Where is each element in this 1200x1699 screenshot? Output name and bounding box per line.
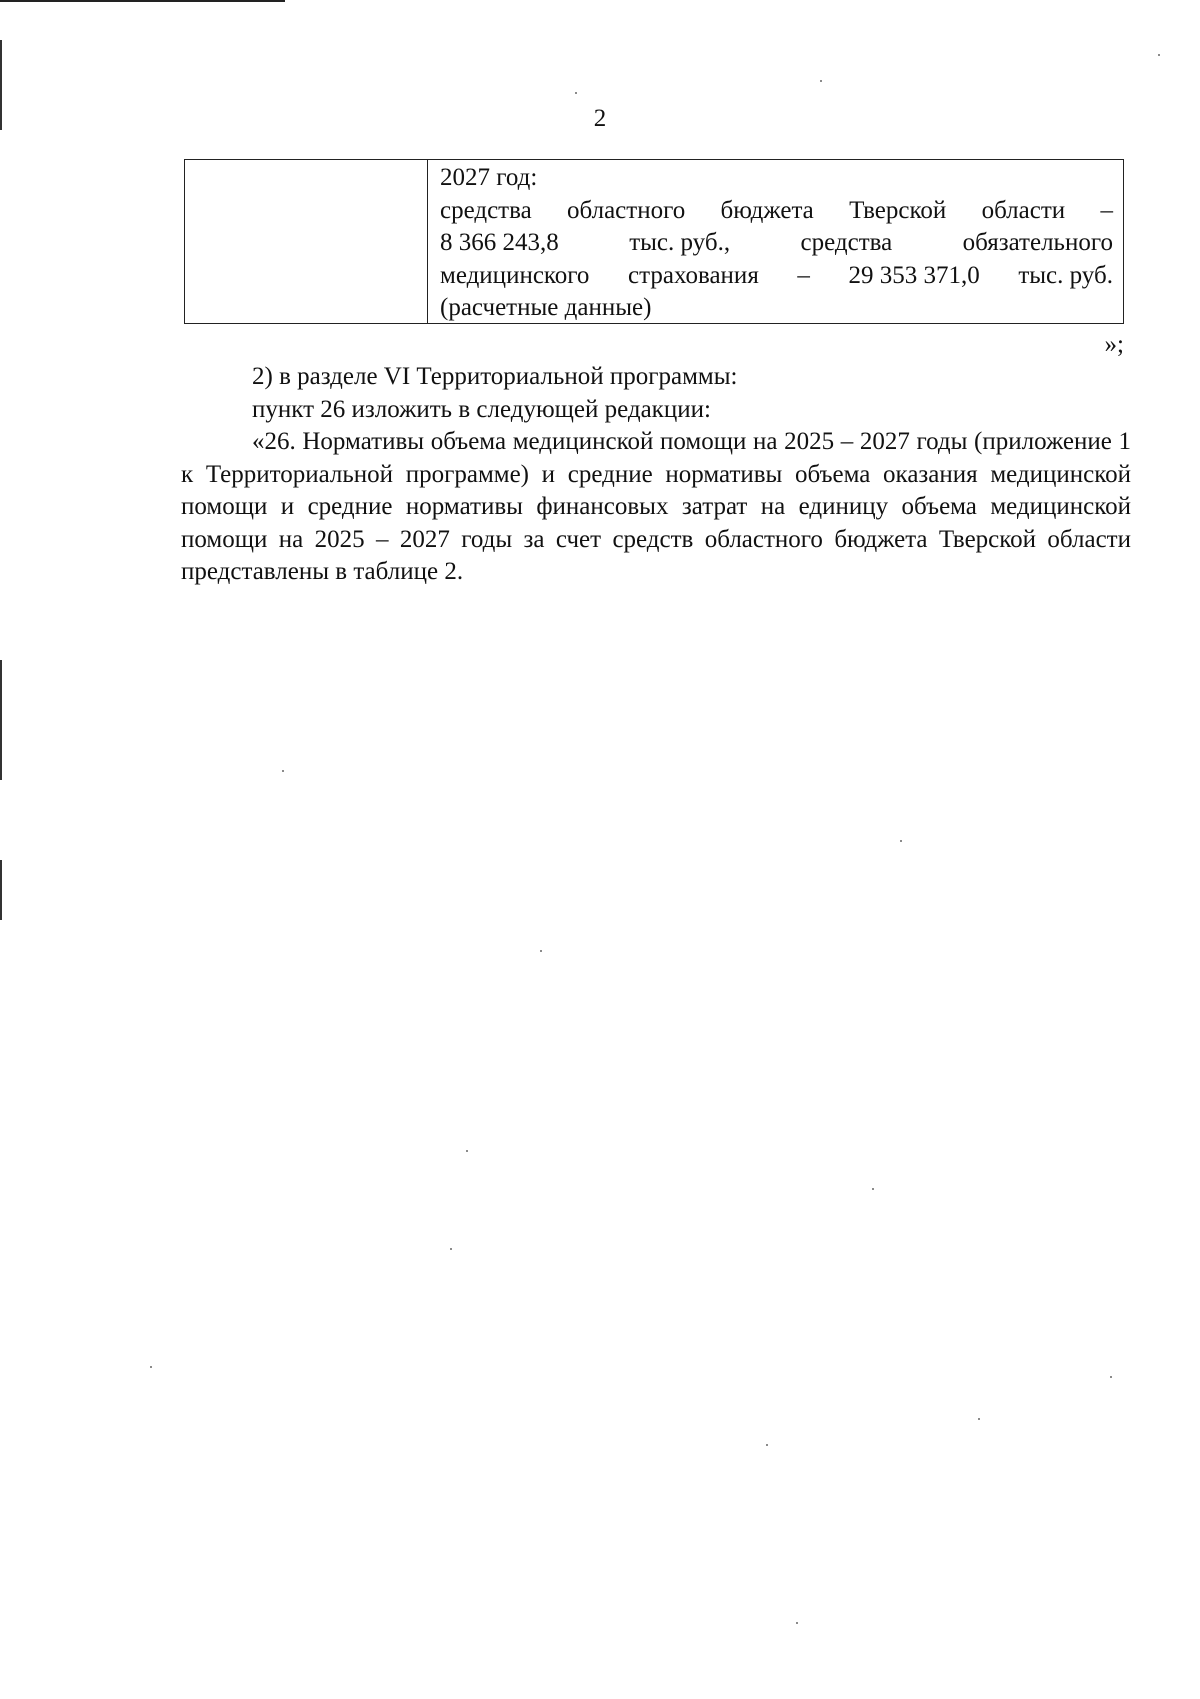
scan-speck: [820, 80, 822, 82]
table-year-label: 2027 год:: [440, 164, 538, 191]
item-subheading: пункт 26 изложить в следующей редакции:: [252, 395, 711, 423]
scan-speck: [150, 1366, 152, 1368]
item-heading: 2) в разделе VI Территориальной программы:: [252, 363, 738, 390]
table-word: медицинского: [440, 261, 590, 289]
scan-speck: [450, 1248, 452, 1250]
scan-speck: [766, 1444, 768, 1446]
table-line: [440, 260, 1113, 293]
table-word: 29 353 371,0: [848, 261, 980, 289]
closing-quote: »;: [1104, 331, 1124, 358]
table-cell-right: [428, 160, 1123, 323]
scan-speck: [978, 1418, 980, 1420]
body-text: [181, 361, 1131, 589]
scan-speck: [900, 840, 902, 842]
scan-speck: [1158, 54, 1160, 56]
table-line: (расчетные данные): [440, 294, 652, 321]
scan-speck: [466, 1150, 468, 1152]
scan-speck: [282, 770, 284, 772]
continuation-table: [184, 159, 1124, 324]
table-word: тыс. руб.: [1018, 261, 1113, 289]
table-line: средства областного бюджета Тверской области –: [440, 196, 1113, 224]
table-line: [440, 227, 1113, 260]
scan-speck: [575, 92, 577, 94]
table-word: –: [797, 261, 810, 289]
scan-speck: [796, 1622, 798, 1624]
scan-edge-artifact: [0, 860, 2, 920]
table-word: средства: [800, 229, 893, 256]
scan-speck: [1110, 1376, 1112, 1378]
scan-speck: [540, 950, 542, 952]
table-cell-left: [185, 160, 428, 323]
table-word: 8 366 243,8: [440, 229, 559, 256]
scan-edge-artifact: [0, 660, 2, 780]
page-number: 2: [593, 105, 607, 132]
table-word: страхования: [628, 261, 759, 289]
scan-edge-artifact: [0, 0, 285, 2]
scan-speck: [872, 1188, 874, 1190]
table-word: обязательного: [962, 229, 1113, 256]
table-word: тыс. руб.,: [629, 229, 731, 256]
paragraph-26: «26. Нормативы объема медицинской помощи на 2025 – 2027 годы (приложение 1 к Территориальной программе) и средние нормативы объема оказания медицинской помощи и средние нормативы финансовых затрат на единицу объема медицинской помощи на 2025 – 2027 годы за счет средств областного бюджета Тверской области представлены в таблице 2.: [181, 428, 1131, 585]
